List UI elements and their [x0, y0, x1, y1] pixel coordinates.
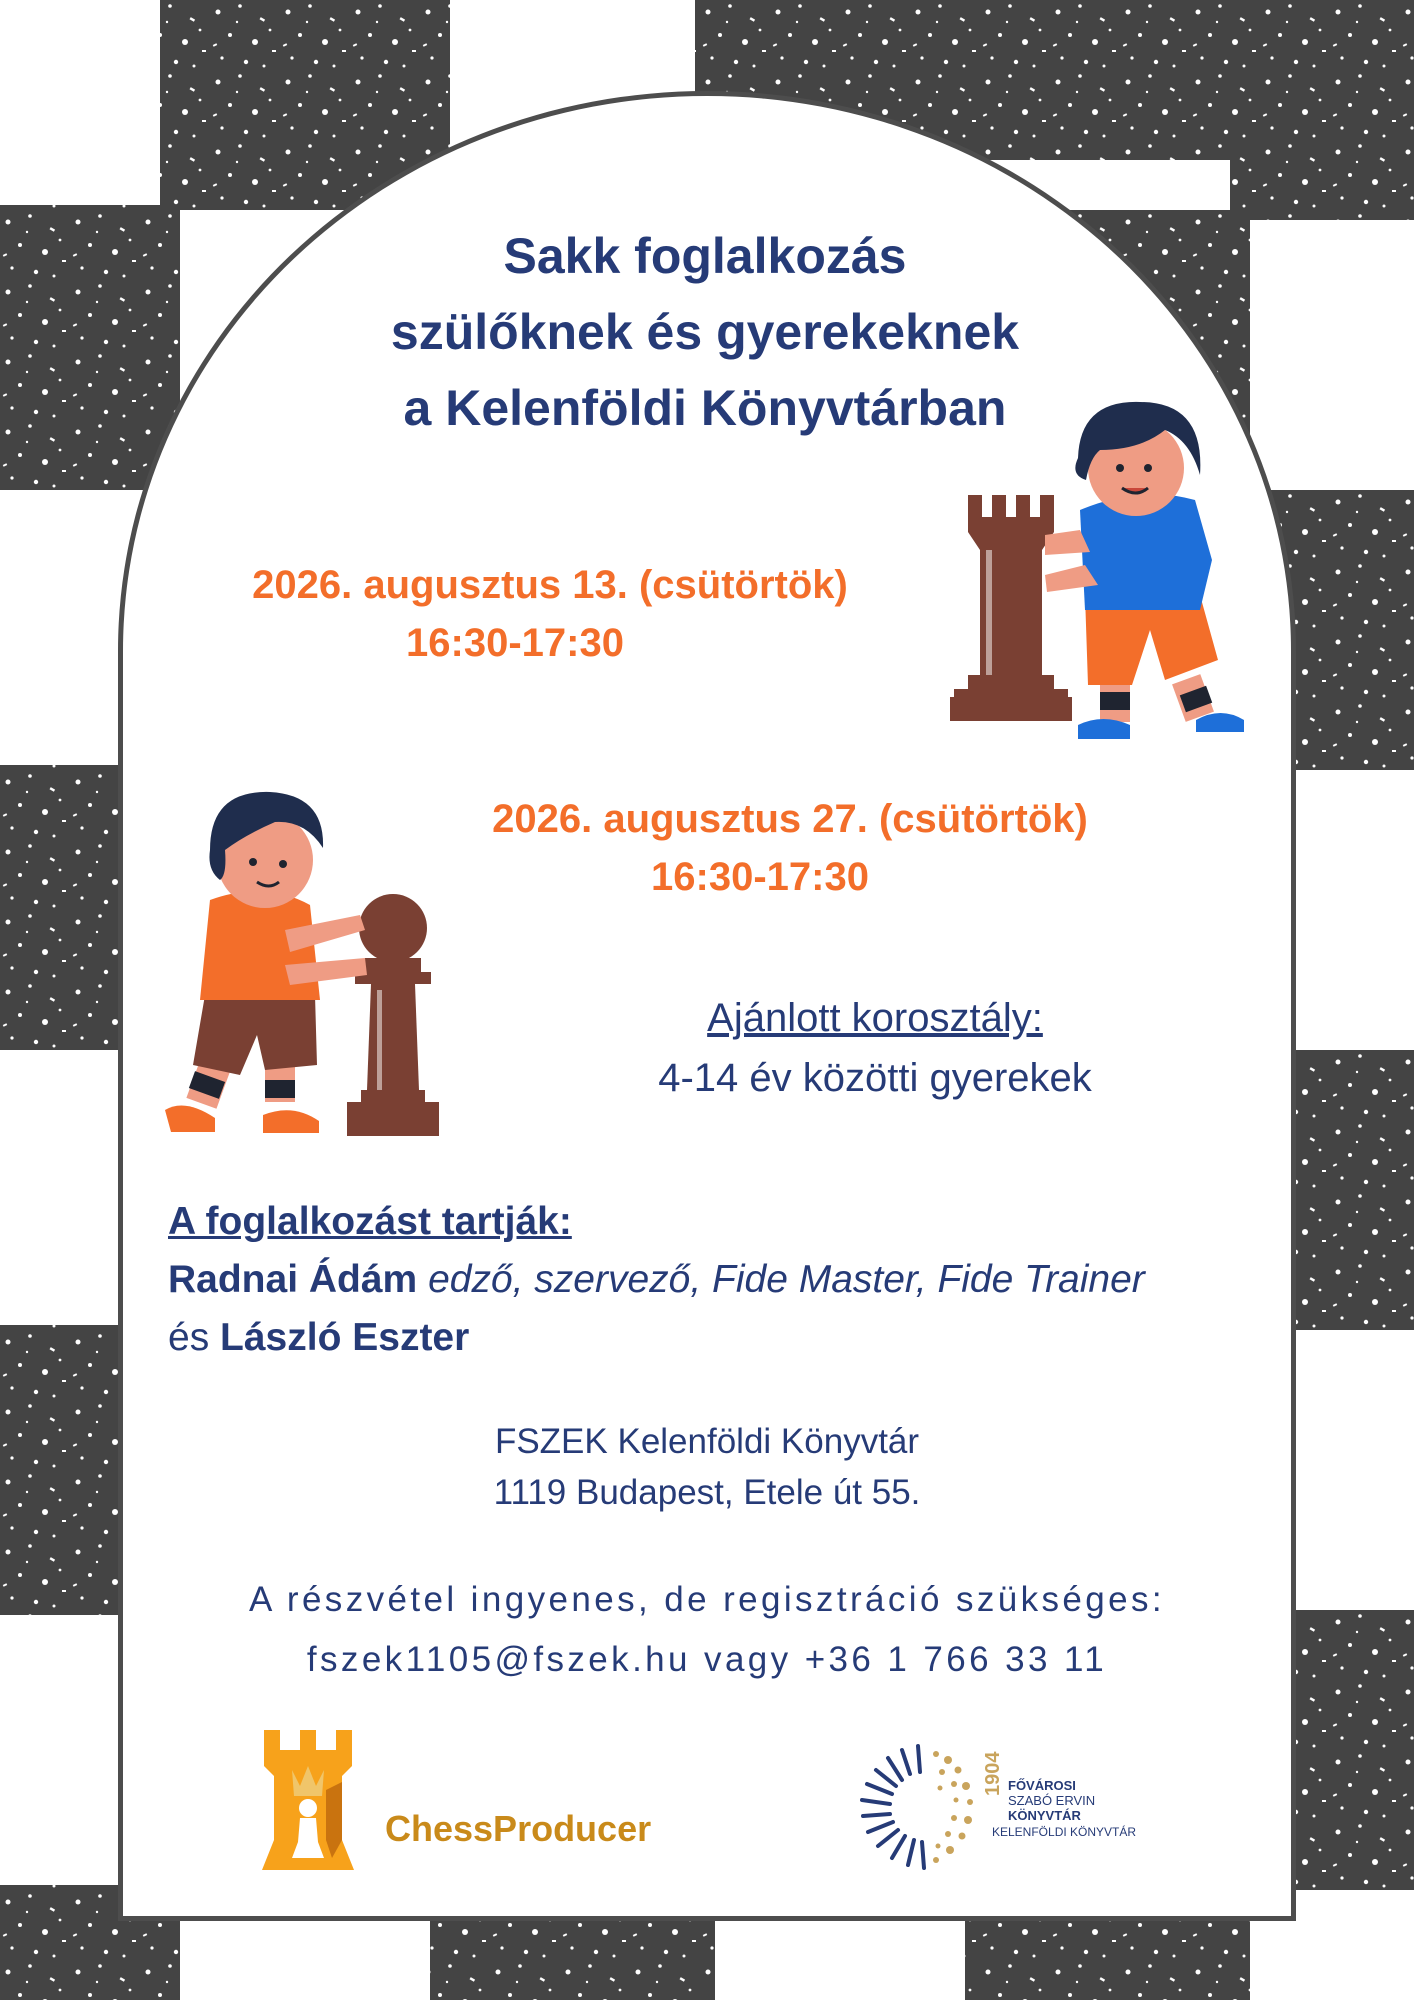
fszek-line: SZABÓ ERVIN — [1008, 1793, 1096, 1808]
session-2-time: 16:30-17:30 — [651, 855, 869, 899]
session-1 — [200, 556, 900, 672]
registration-line-1: A részvétel ingyenes, de regisztráció szükséges: — [248, 1580, 1166, 1619]
rook-king-icon — [262, 1730, 354, 1875]
boy-with-pawn-illustration — [165, 780, 455, 1140]
hosts-section — [168, 1193, 1268, 1367]
chessproducer-logo-text: ChessProducer — [385, 1808, 652, 1849]
fszek-year: 1904 — [982, 1751, 1004, 1796]
address-line-1: FSZEK Kelenföldi Könyvtár — [494, 1422, 920, 1461]
session-2 — [440, 790, 1140, 906]
host-1-name: Radnai Ádám — [168, 1258, 418, 1301]
session-1-date: 2026. augusztus 13. (csütörtök) — [252, 563, 848, 607]
host-2-name: László Eszter — [220, 1316, 470, 1359]
address-block — [357, 1416, 1057, 1518]
girl-with-rook-illustration — [950, 380, 1260, 750]
fszek-logo-text — [982, 1751, 1137, 1840]
host-1-role: edző, szervező, Fide Master, Fide Trainer — [428, 1258, 1145, 1301]
registration-block — [157, 1570, 1257, 1690]
host-line-2 — [168, 1309, 1268, 1367]
registration-contact[interactable]: fszek1105@fszek.hu vagy +36 1 766 33 11 — [306, 1640, 1108, 1679]
host-conjunction: és — [168, 1316, 210, 1359]
fszek-sunburst-icon — [858, 1742, 988, 1872]
age-label: Ajánlott korosztály: — [707, 996, 1043, 1040]
fszek-line: KÖNYVTÁR — [1008, 1808, 1081, 1823]
age-value: 4-14 év közötti gyerekek — [658, 1056, 1092, 1100]
title-line: Sakk foglalkozás — [503, 228, 907, 284]
fszek-line: FŐVÁROSI — [1008, 1778, 1076, 1793]
age-recommendation — [575, 988, 1175, 1108]
host-line-1 — [168, 1251, 1268, 1309]
address-line-2: 1119 Budapest, Etele út 55. — [493, 1473, 921, 1512]
hosts-heading: A foglalkozást tartják: — [168, 1200, 572, 1243]
title-line: a Kelenföldi Könyvtárban — [403, 380, 1007, 436]
session-2-date: 2026. augusztus 27. (csütörtök) — [492, 797, 1088, 841]
title-line: szülőknek és gyerekeknek — [390, 304, 1020, 360]
session-1-time: 16:30-17:30 — [406, 621, 624, 665]
fszek-line: KELENFÖLDI KÖNYVTÁR — [992, 1825, 1137, 1839]
